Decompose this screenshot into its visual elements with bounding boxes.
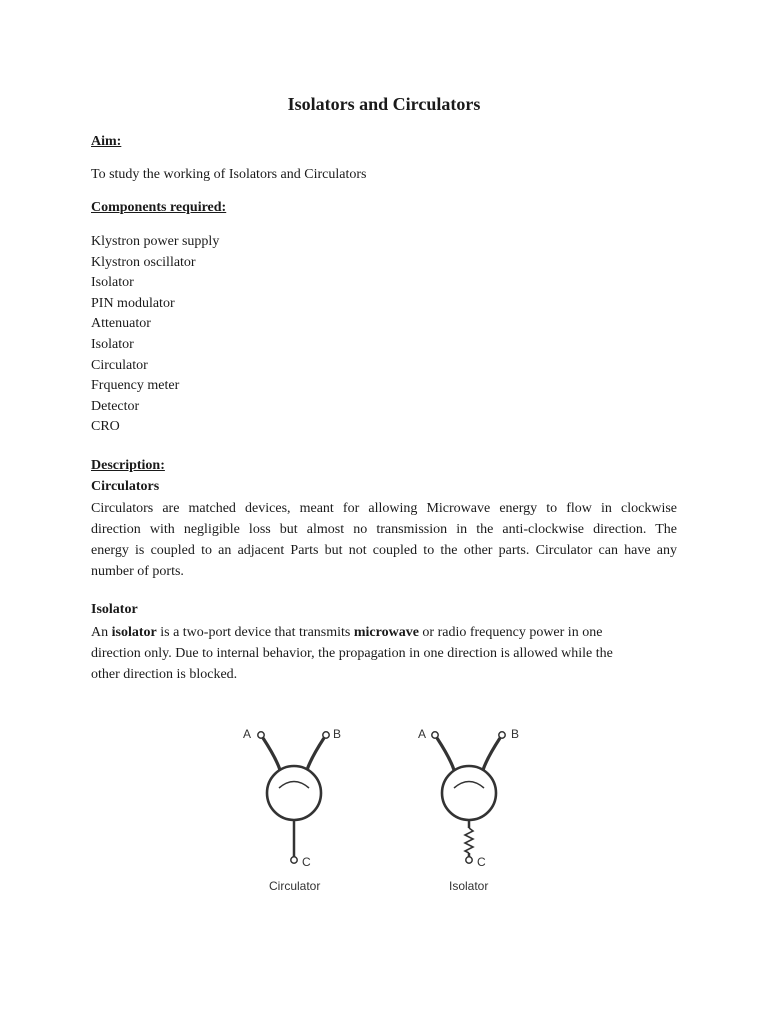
port-b-arm <box>483 738 500 770</box>
list-item: Circulator <box>91 357 148 373</box>
list-item: PIN modulator <box>91 295 175 311</box>
paragraph-line <box>91 622 677 643</box>
paragraph-line: other direction is blocked. <box>91 667 238 682</box>
paragraph-line: number of ports. <box>91 564 184 579</box>
isolator-port-c-label: C <box>477 855 486 869</box>
isolator-body <box>442 766 496 820</box>
list-item: Detector <box>91 398 140 414</box>
port-a-arm <box>437 738 454 770</box>
components-heading: Components required: <box>91 200 227 215</box>
matched-load-resistor-icon <box>465 828 473 853</box>
aim-heading: Aim: <box>91 134 122 149</box>
bold-term: isolator <box>111 625 157 640</box>
list-item: Attenuator <box>91 316 151 332</box>
text-run: or radio frequency power in one <box>418 625 603 640</box>
isolator-symbol <box>418 727 519 893</box>
list-item: Isolator <box>91 275 134 291</box>
description-heading: Description: <box>91 458 165 473</box>
port-c-terminal <box>291 857 297 863</box>
list-item: Klystron power supply <box>91 234 220 249</box>
list-item: Klystron oscillator <box>91 254 196 270</box>
components-list <box>91 232 219 438</box>
paragraph-line: direction with negligible loss but almost no transmission in the anti-clockwise direction. The <box>91 522 677 537</box>
circulator-port-a-label: A <box>243 727 252 741</box>
text-run: is a two-port device that transmits <box>156 625 354 640</box>
port-a-arm <box>263 738 280 770</box>
isolator-heading: Isolator <box>91 602 138 617</box>
paragraph-line: direction only. Due to internal behavior, the propagation in one direction is allowed while the <box>91 646 613 661</box>
circulator-body <box>267 766 321 820</box>
port-b-arm <box>307 738 324 770</box>
isolator-port-a-label: A <box>418 727 427 741</box>
port-c-terminal <box>466 857 472 863</box>
port-b-terminal <box>499 732 505 738</box>
isolator-port-b-label: B <box>511 727 520 741</box>
circulators-paragraph <box>91 498 677 582</box>
page-title: Isolators and Circulators <box>287 94 481 114</box>
circulator-caption: Circulator <box>269 879 321 893</box>
list-item: Frquency meter <box>91 378 180 394</box>
isolator-caption: Isolator <box>449 879 489 893</box>
aim-text: To study the working of Isolators and Circulators <box>91 167 367 182</box>
list-item: Isolator <box>91 336 134 352</box>
paragraph-line: energy is coupled to an adjacent Parts but not coupled to the other parts. Circulator can have any <box>91 543 677 558</box>
circulators-heading: Circulators <box>91 479 160 494</box>
isolator-paragraph <box>91 622 677 685</box>
circulator-isolator-diagram <box>230 718 530 903</box>
circulator-symbol <box>243 727 341 893</box>
text-run: An <box>91 625 112 640</box>
port-a-terminal <box>432 732 438 738</box>
paragraph-line: Circulators are matched devices, meant for allowing Microwave energy to flow in clockwise <box>91 501 677 516</box>
port-a-terminal <box>258 732 264 738</box>
circulator-port-c-label: C <box>302 855 311 869</box>
circulator-port-b-label: B <box>333 727 342 741</box>
list-item: CRO <box>91 419 120 435</box>
port-b-terminal <box>323 732 329 738</box>
bold-term: microwave <box>353 625 419 640</box>
